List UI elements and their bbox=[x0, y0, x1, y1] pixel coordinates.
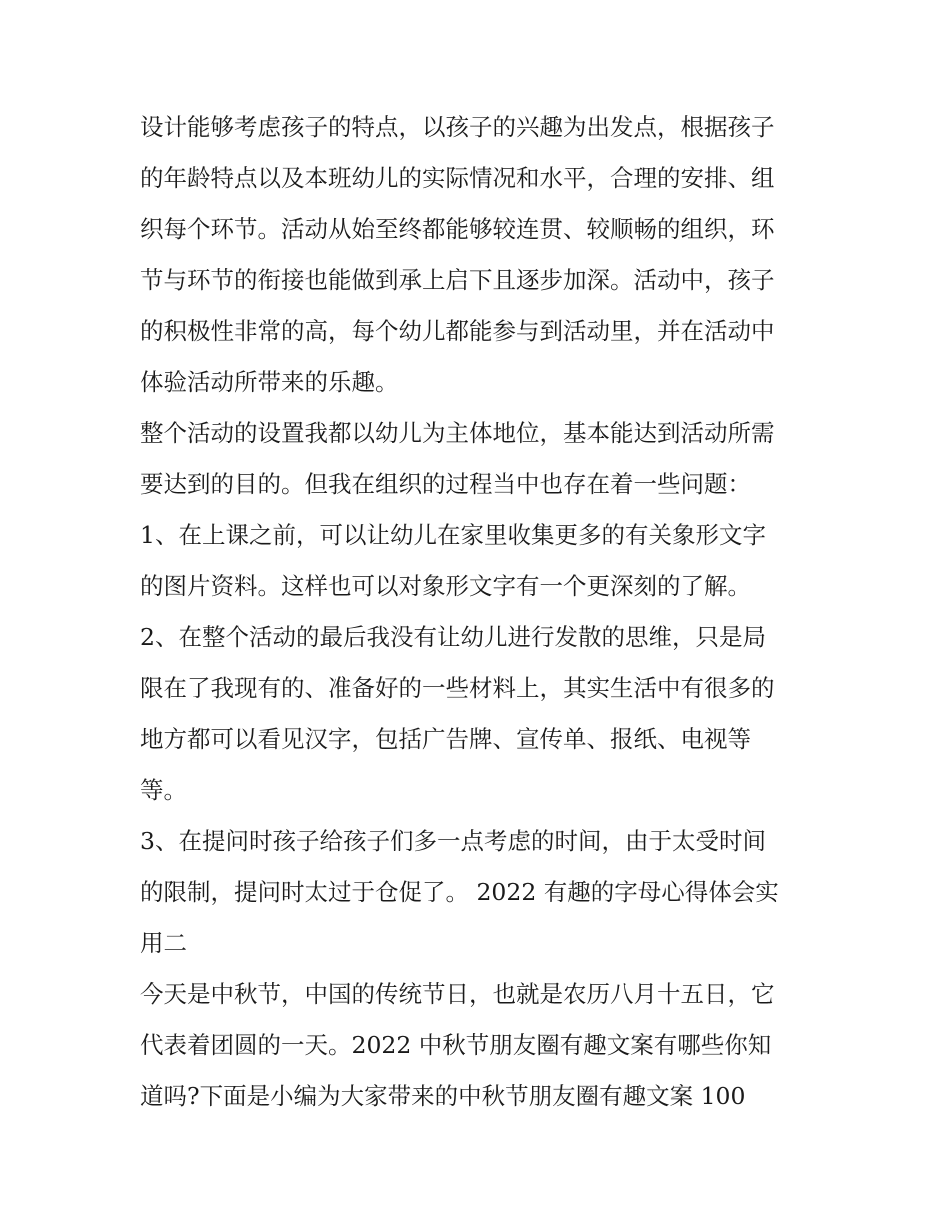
text-line: 的积极性非常的高，每个幼儿都能参与到活动里，并在活动中 bbox=[140, 317, 775, 345]
text-line: 等。 bbox=[140, 776, 187, 804]
text-line: 的限制，提问时太过于仓促了。 2022 有趣的字母心得体会实 bbox=[140, 878, 779, 906]
text-line: 整个活动的设置我都以幼儿为主体地位，基本能达到活动所需 bbox=[140, 419, 775, 447]
text-line: 要达到的目的。但我在组织的过程当中也存在着一些问题： bbox=[140, 470, 751, 498]
text-line: 道吗?下面是小编为大家带来的中秋节朋友圈有趣文案 100 bbox=[140, 1082, 746, 1110]
text-line: 限在了我现有的、准备好的一些材料上，其实生活中有很多的 bbox=[140, 674, 775, 702]
text-line: 节与环节的衔接也能做到承上启下且逐步加深。活动中，孩子 bbox=[140, 266, 775, 294]
text-line: 地方都可以看见汉字，包括广告牌、宣传单、报纸、电视等 bbox=[140, 725, 751, 753]
text-line: 用二 bbox=[140, 929, 187, 957]
text-line: 今天是中秋节，中国的传统节日，也就是农历八月十五日，它 bbox=[140, 980, 775, 1008]
text-line: 设计能够考虑孩子的特点，以孩子的兴趣为出发点，根据孩子 bbox=[140, 113, 775, 141]
text-line: 2、在整个活动的最后我没有让幼儿进行发散的思维，只是局 bbox=[140, 623, 766, 651]
text-line: 的图片资料。这样也可以对象形文字有一个更深刻的了解。 bbox=[140, 572, 751, 600]
text-line: 的年龄特点以及本班幼儿的实际情况和水平，合理的安排、组 bbox=[140, 164, 775, 192]
text-line: 3、在提问时孩子给孩子们多一点考虑的时间，由于太受时间 bbox=[140, 827, 766, 855]
document-body bbox=[140, 102, 830, 1122]
text-line: 代表着团圆的一天。2022 中秋节朋友圈有趣文案有哪些你知 bbox=[140, 1031, 772, 1059]
text-line: 织每个环节。活动从始至终都能够较连贯、较顺畅的组织，环 bbox=[140, 215, 775, 243]
text-line: 1、在上课之前，可以让幼儿在家里收集更多的有关象形文字 bbox=[140, 521, 766, 549]
text-line: 体验活动所带来的乐趣。 bbox=[140, 368, 399, 396]
